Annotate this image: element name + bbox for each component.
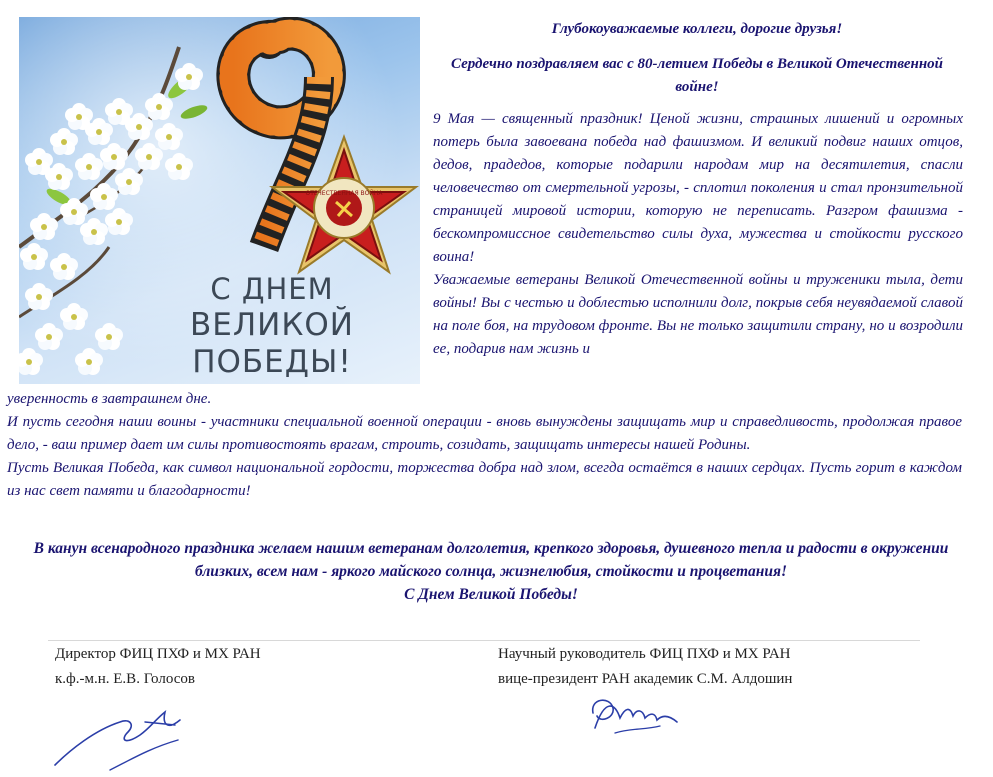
signature-left-name: к.ф.-м.н. Е.В. Голосов (55, 671, 195, 687)
wishes-text: В канун всенародного праздника желаем нашим ветеранам долголетия, крепкого здоровья, душевного тепла и радости в окружении близких, всем нам - яркого майского солнца, жизнелюбия, стойкости и процветания! (33, 540, 949, 580)
signature-right-name: вице-президент РАН академик С.М. Алдошин (498, 671, 793, 687)
wishes-block (20, 537, 962, 606)
postcard-caption-line1: С ДНЕМ (210, 272, 334, 306)
paragraph-1: 9 Мая — священный праздник! Ценой жизни, страшных лишений и огромных потерь была завоевана победа над фашизмом. И великий подвиг наших отцов, дедов, прадедов, которые подарили народам мир на десятилетия, спасли человечество от смертельной угрозы, - сплотил поколения и стал пронзительной страницей мировой истории, которую не переписать. Разгром фашизма - бескомпромиссное свидетельство силы духа, мужества и стойкости русского воина! (433, 111, 963, 265)
greeting-heading: Глубокоуважаемые коллеги, дорогие друзья! (551, 21, 843, 37)
medal-ring-text: ОТЕЧЕСТВЕННАЯ ВОЙНА (305, 190, 383, 197)
signature-left (55, 642, 261, 692)
paragraph-3: И пусть сегодня наши воины - участники специальной военной операции - вновь вынуждены защищать мир и справедливость, продолжая правое дело, - ваш пример дает им силы противостоять врагам, строить, созидать, защищать интересы нашей Родины. (7, 414, 962, 453)
body-right-column (433, 108, 963, 361)
paragraph-2-start: Уважаемые ветераны Великой Отечественной войны и труженики тыла, дети войны! Вы с честью и доблестью исполнили долг, покрыв себя неувядаемой славой на поле боя, на трудовом фронте. Вы не только защитили страну, но и возродили ее, подарив нам жизнь и (433, 272, 963, 357)
victory-day-postcard (19, 17, 420, 384)
paragraph-2-end: уверенность в завтрашнем дне. (7, 391, 212, 407)
signature-left-title: Директор ФИЦ ПХФ и МХ РАН (55, 646, 261, 662)
closing-line: С Днем Великой Победы! (404, 586, 578, 603)
signature-right (498, 642, 792, 692)
signature-right-title: Научный руководитель ФИЦ ПХФ и МХ РАН (498, 646, 791, 662)
postcard-caption-line3: ПОБЕДЫ! (192, 343, 352, 380)
paragraph-4: Пусть Великая Победа, как символ национальной гордости, торжества добра над злом, всегда остаётся в наших сердцах. Пусть горит в каждом из нас свет памяти и благодарности! (7, 460, 962, 499)
handwritten-signature-right (585, 688, 695, 748)
postcard-caption (137, 272, 407, 381)
congrats-heading: Сердечно поздравляем вас с 80-летием Победы в Великой Отечественной войне! (450, 56, 944, 95)
postcard-caption-line2: ВЕЛИКОЙ (190, 306, 354, 343)
signature-divider (48, 640, 920, 641)
handwritten-signature-left (50, 700, 200, 772)
body-full-width (7, 388, 962, 503)
